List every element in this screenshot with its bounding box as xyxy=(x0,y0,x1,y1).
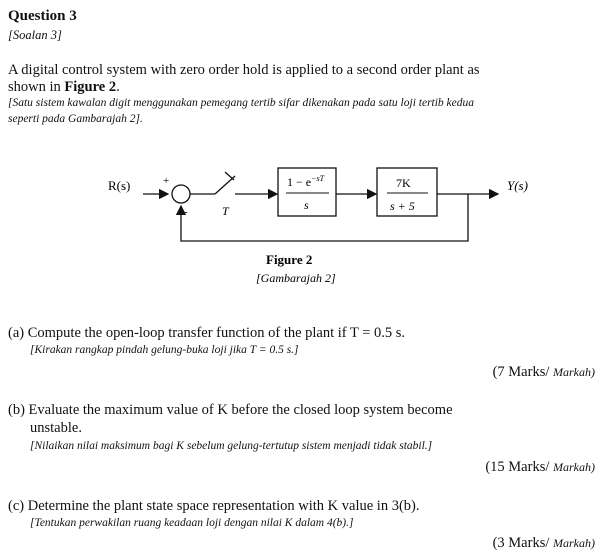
intro-translation-1: [Satu sistem kawalan digit menggunakan pemegang tertib sifar dikenakan pada satu loji tertib kedua xyxy=(8,97,475,109)
intro-line-2-suffix: . xyxy=(116,79,120,95)
question-title-translation: [Soalan 3] xyxy=(8,28,62,42)
zoh-denominator: s xyxy=(304,198,309,212)
part-a-translation: [Kirakan rangkap pindah gelung-buka loji jika T = 0.5 s.] xyxy=(30,344,299,356)
summing-junction xyxy=(172,185,190,203)
intro-translation-2: seperti pada Gambarajah 2]. xyxy=(8,113,143,125)
figure-caption: Figure 2 xyxy=(266,252,313,267)
part-b-question-line-2: unstable. xyxy=(30,420,82,436)
zoh-numerator: $1 - e^{-sT}$ xyxy=(287,174,325,189)
plant-denominator: s + 5 xyxy=(390,199,415,213)
figure-reference: Figure 2 xyxy=(64,79,117,95)
plant-numerator: 7K xyxy=(396,176,411,190)
part-c-translation: [Tentukan perwakilan ruang keadaan loji dengan nilai K dalam 4(b).] xyxy=(30,517,354,529)
part-b-marks: (15 Marks/ Markah) xyxy=(485,459,595,475)
intro-line-1: A digital control system with zero order hold is applied to a second order plant as xyxy=(8,62,480,78)
sampling-period-label: T xyxy=(222,204,229,218)
output-label: Y(s) xyxy=(507,178,528,193)
plus-sign: + xyxy=(163,175,170,187)
intro-line-2-prefix: shown in xyxy=(8,79,65,95)
input-label: R(s) xyxy=(108,178,131,193)
part-c-marks: (3 Marks/ Markah) xyxy=(492,535,595,551)
figure-caption-translation: [Gambarajah 2] xyxy=(256,271,336,285)
sampler-switch-mark xyxy=(225,172,234,180)
part-a-question: (a) Compute the open-loop transfer function of the plant if T = 0.5 s. xyxy=(8,325,406,341)
question-title: Question 3 xyxy=(8,8,77,24)
part-b-translation: [Nilaikan nilai maksimum bagi K sebelum gelung-tertutup sistem menjadi tidak stabil.] xyxy=(30,440,433,452)
part-a-marks: (7 Marks/ Markah) xyxy=(492,364,595,380)
minus-sign: - xyxy=(184,206,188,218)
part-c-question: (c) Determine the plant state space representation with K value in 3(b). xyxy=(8,498,420,514)
part-b-question-line-1: (b) Evaluate the maximum value of K before the closed loop system become xyxy=(8,402,453,418)
